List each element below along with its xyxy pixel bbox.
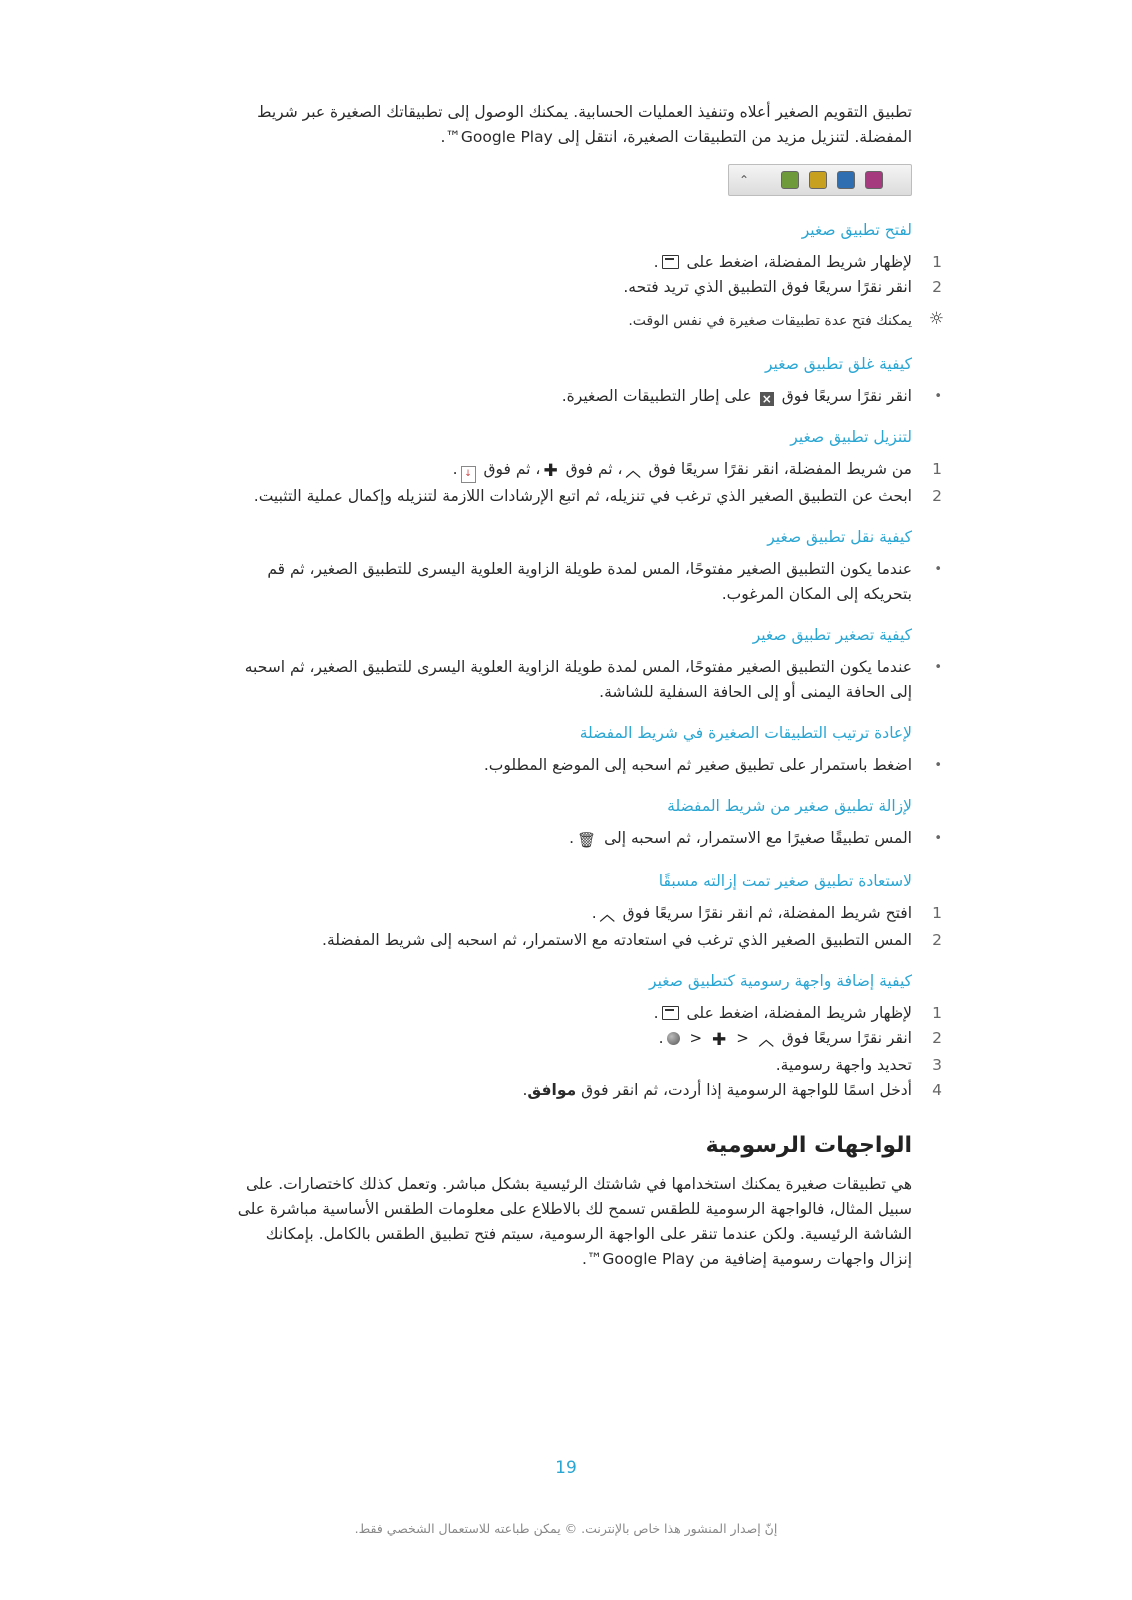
close-bullets: [232, 384, 942, 409]
add-widget-steps: [232, 1001, 942, 1103]
add-widget-step-4: [232, 1078, 942, 1103]
timer-app-icon: [809, 171, 827, 189]
bullet-text-a: انقر نقرًا سريعًا فوق: [781, 387, 912, 405]
up-arrow-icon: ︿: [599, 906, 615, 924]
step-text: تحديد واجهة رسومية.: [775, 1056, 912, 1074]
step-number: 2: [932, 931, 942, 949]
minimize-bullet: [232, 655, 942, 705]
move-small-app-heading: كيفية نقل تطبيق صغير: [767, 528, 912, 546]
bullet-text: عندما يكون التطبيق الصغير مفتوحًا، المس لمدة طويلة الزاوية العلوية اليسرى للتطبيق الصغير، ثم اسحبه إلى الحافة اليمنى أو إلى الحافة السفلية للشاشة.: [244, 658, 912, 701]
calendar-app-icon: [837, 171, 855, 189]
remove-bullets: [232, 826, 942, 853]
step-text: المس التطبيق الصغير الذي ترغب في استعادته مع الاستمرار، ثم اسحبه إلى شريط المفضلة.: [322, 931, 912, 949]
step-number: 2: [932, 487, 942, 505]
download-steps: [232, 457, 942, 509]
minimize-small-app-heading: كيفية تصغير تطبيق صغير: [752, 626, 912, 644]
lightbulb-icon: ☼: [928, 309, 944, 329]
step-number: 1: [932, 904, 942, 922]
close-small-app-heading: كيفية غلق تطبيق صغير: [764, 355, 912, 373]
step-text-c: ، ثم فوق: [483, 460, 541, 478]
add-widget-step-1: [232, 1001, 942, 1026]
step-end: .: [653, 253, 659, 271]
minimize-bullets: [232, 655, 942, 705]
remove-bullet: [232, 826, 942, 853]
trash-icon: 🗑: [577, 831, 597, 849]
open-steps: [232, 250, 942, 300]
open-small-app-heading: لفتح تطبيق صغير: [801, 221, 912, 239]
open-step-1: [232, 250, 942, 275]
greater-than-separator: <: [689, 1029, 703, 1047]
step-text: انقر نقرًا سريعًا فوق التطبيق الذي تريد فتحه.: [623, 278, 912, 296]
restore-heading: لاستعادة تطبيق صغير تمت إزالته مسبقًا: [658, 872, 912, 890]
favorites-bar-icon: [662, 1006, 679, 1020]
step-text: لإظهار شريط المفضلة، اضغط على: [686, 1004, 912, 1022]
remove-heading: لإزالة تطبيق صغير من شريط المفضلة: [667, 797, 912, 815]
open-step-2: [232, 275, 942, 300]
bullet-end: .: [569, 829, 575, 847]
restore-step-2: [232, 928, 942, 953]
step-end: .: [452, 460, 458, 478]
bullet-dot: •: [934, 562, 942, 577]
step-end: .: [658, 1029, 664, 1047]
step-text: افتح شريط المفضلة، ثم انقر نقرًا سريعًا فوق: [622, 904, 912, 922]
restore-step-1: [232, 901, 942, 928]
rearrange-bullet: [232, 753, 942, 778]
widgets-paragraph: هي تطبيقات صغيرة يمكنك استخدامها في شاشتك الرئيسية بشكل مباشر. وتعمل كذلك كاختصارات. على سبيل المثال، فالواجهة الرسومية للطقس تسمح لك بالاطلاع على معلومات الطقس الأساسية مباشرة على الشاشة الرئيسية. ولكن عندما تنقر على الواجهة الرسومية، سيتم فتح تطبيق الطقس بالكامل. بإمكانك إنزال واجهات رسومية إضافية من Google Play™.: [237, 1175, 912, 1268]
plus-icon: ✚: [712, 1030, 727, 1050]
bullet-text: عندما يكون التطبيق الصغير مفتوحًا، المس لمدة طويلة الزاوية العلوية اليسرى للتطبيق الصغير، ثم قم بتحريكه إلى المكان المرغوب.: [267, 560, 912, 603]
notes-app-icon: [865, 171, 883, 189]
tip-text: يمكنك فتح عدة تطبيقات صغيرة في نفس الوقت.: [628, 313, 912, 329]
footer-note: إنّ إصدار المنشور هذا خاص بالإنترنت. © يمكن طباعته للاستعمال الشخصي فقط.: [354, 1521, 778, 1536]
tip-note: [232, 309, 944, 332]
up-arrow-icon: ︿: [625, 462, 641, 480]
download-step-1: [232, 457, 942, 484]
download-small-app-heading: لتنزيل تطبيق صغير: [790, 428, 912, 446]
step-number: 1: [932, 460, 942, 478]
up-arrow-icon: ︿: [758, 1031, 774, 1049]
bullet-text: اضغط باستمرار على تطبيق صغير ثم اسحبه إلى الموضع المطلوب.: [483, 756, 912, 774]
plus-icon: ✚: [543, 461, 558, 481]
restore-steps: [232, 901, 942, 953]
favorites-bar-illustration: [728, 164, 912, 196]
page-number: 19: [555, 1458, 577, 1478]
download-icon: ↓: [461, 466, 476, 483]
chevron-up-icon: ⌃: [739, 173, 750, 187]
step-end: .: [522, 1081, 528, 1099]
step-number: 2: [932, 1029, 942, 1047]
greater-than-separator: <: [736, 1029, 749, 1047]
bullet-dot: •: [934, 660, 942, 675]
bullet-text: المس تطبيقًا صغيرًا مع الاستمرار، ثم اسحبه إلى: [604, 829, 912, 847]
bullet-dot: •: [934, 831, 942, 846]
rearrange-bullets: [232, 753, 942, 778]
favorites-bar-icon: [662, 255, 679, 269]
step-end: .: [591, 904, 597, 922]
intro-paragraph: تطبيق التقويم الصغير أعلاه وتنفيذ العمليات الحسابية. يمكنك الوصول إلى تطبيقاتك الصغيرة عبر شريط المفضلة. لتنزيل مزيد من التطبيقات الصغيرة، انتقل إلى Google Play™.: [257, 103, 912, 146]
favorites-bar-illustration-wrap: [232, 164, 912, 196]
bullet-dot: •: [934, 758, 942, 773]
add-widget-step-3: [232, 1053, 942, 1078]
close-x-icon: ×: [761, 392, 772, 406]
step-text: انقر نقرًا سريعًا فوق: [781, 1029, 912, 1047]
step-number: 1: [932, 253, 942, 271]
move-bullets: [232, 557, 942, 607]
step-text-b: ، ثم فوق: [565, 460, 623, 478]
rearrange-heading: لإعادة ترتيب التطبيقات الصغيرة في شريط المفضلة: [579, 724, 912, 742]
step-number: 4: [932, 1081, 942, 1099]
step-number: 1: [932, 1004, 942, 1022]
add-widget-step-2: [232, 1026, 942, 1053]
page-content: [232, 100, 944, 1286]
step-text-a: من شريط المفضلة، انقر نقرًا سريعًا فوق: [648, 460, 912, 478]
download-step-2: [232, 484, 942, 509]
add-widget-heading: كيفية إضافة واجهة رسومية كتطبيق صغير: [649, 972, 912, 990]
step-end: .: [653, 1004, 659, 1022]
widget-globe-icon: [667, 1032, 680, 1045]
bullet-text-b: على إطار التطبيقات الصغيرة.: [561, 387, 752, 405]
close-bullet: [232, 384, 942, 409]
step-text: ابحث عن التطبيق الصغير الذي ترغب في تنزيله، ثم اتبع الإرشادات اللازمة لتنزيله وإكمال عملية التثبيت.: [253, 487, 912, 505]
step-number: 2: [932, 278, 942, 296]
step-number: 3: [932, 1056, 942, 1074]
ok-label: موافق: [527, 1081, 577, 1099]
bullet-dot: •: [934, 389, 942, 404]
step-text: لإظهار شريط المفضلة، اضغط على: [686, 253, 912, 271]
move-bullet: [232, 557, 942, 607]
step-text: أدخل اسمًا للواجهة الرسومية إذا أردت، ثم انقر فوق: [581, 1081, 912, 1099]
calculator-app-icon: [781, 171, 799, 189]
widgets-section-heading: الواجهات الرسومية: [705, 1133, 912, 1158]
